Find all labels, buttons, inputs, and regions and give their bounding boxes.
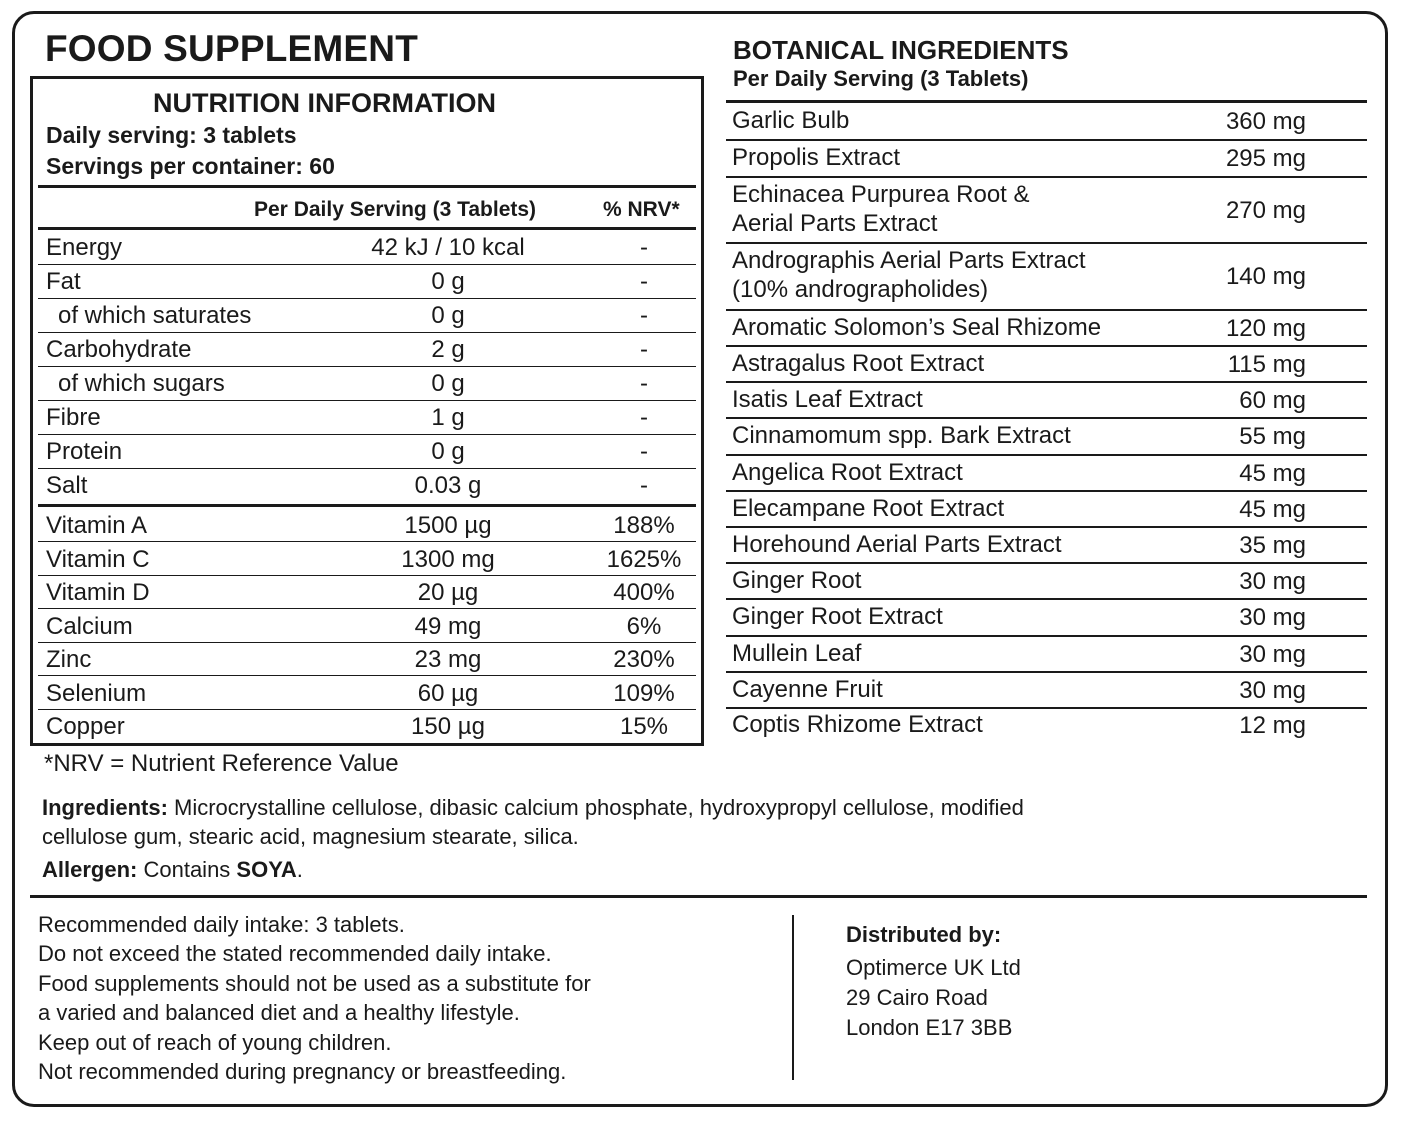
botanical-name — [732, 458, 963, 487]
nutrition-row — [38, 544, 696, 578]
row-divider — [38, 675, 696, 676]
botanical-name-line: (10% andrographolides) — [732, 276, 989, 303]
nutrient-name: Protein — [46, 438, 123, 465]
botanical-row-divider — [726, 309, 1367, 311]
footer-divider — [792, 915, 794, 1080]
botanical-row-divider — [726, 598, 1367, 600]
botanical-name — [732, 143, 900, 172]
botanical-name-line: Cayenne Fruit — [732, 676, 883, 703]
nutrient-name: of which sugars — [58, 370, 225, 397]
nutrient-value: 0.03 g — [414, 472, 482, 499]
servings-per-container: Servings per container: 60 — [46, 153, 335, 179]
daily-serving: Daily serving: 3 tablets — [46, 122, 297, 148]
page-title: FOOD SUPPLEMENT — [45, 28, 419, 69]
botanical-amount: 45 mg — [1239, 460, 1306, 487]
botanical-name — [732, 313, 1101, 342]
botanical-subtitle: Per Daily Serving (3 Tablets) — [733, 66, 1029, 91]
nutrient-value: 0 g — [431, 438, 465, 465]
botanical-name — [732, 675, 883, 704]
botanical-amount: 12 mg — [1239, 712, 1306, 739]
botanical-name-line: Angelica Root Extract — [732, 459, 963, 486]
row-divider — [38, 400, 696, 401]
botanical-name — [732, 710, 983, 739]
allergen-suffix: . — [296, 857, 303, 882]
nutrient-nrv: 1625% — [606, 546, 682, 573]
nutrient-nrv: - — [640, 302, 648, 329]
nutrient-name: Calcium — [46, 613, 133, 640]
nutrient-value: 60 µg — [417, 680, 479, 707]
botanical-name-line: Elecampane Root Extract — [732, 495, 1005, 522]
botanical-name-line: Andrographis Aerial Parts Extract — [732, 247, 1086, 274]
nutrient-nrv: - — [640, 268, 648, 295]
footer-notes — [38, 910, 591, 1086]
botanical-name-line: Isatis Leaf Extract — [732, 386, 923, 413]
nutrient-nrv: - — [640, 438, 648, 465]
botanical-name-line: Garlic Bulb — [732, 107, 850, 134]
botanical-row-divider — [726, 417, 1367, 419]
row-divider — [38, 642, 696, 643]
nutrient-nrv: 188% — [613, 512, 675, 539]
botanical-amount: 295 mg — [1225, 145, 1306, 172]
nutrient-value: 42 kJ / 10 kcal — [371, 234, 525, 261]
nutrient-nrv: 109% — [613, 680, 675, 707]
nutrient-value: 20 µg — [417, 579, 479, 606]
row-divider — [38, 575, 696, 576]
row-divider — [38, 298, 696, 299]
nutrient-name: Copper — [46, 713, 125, 740]
nutrient-name: Vitamin D — [46, 579, 150, 606]
botanical-name-line: Ginger Root Extract — [732, 603, 943, 630]
botanical-name-line: Astragalus Root Extract — [732, 350, 985, 377]
nutrition-table-top-rule — [38, 227, 696, 230]
botanical-row-divider — [726, 454, 1367, 456]
nutrient-name: Energy — [46, 234, 123, 261]
row-divider — [38, 608, 696, 609]
botanical-row-divider — [726, 100, 1367, 103]
botanical-row-divider — [726, 139, 1367, 141]
nutrient-nrv: - — [640, 336, 648, 363]
nutrient-value: 2 g — [431, 336, 465, 363]
botanical-name-line: Cinnamomum spp. Bark Extract — [732, 422, 1071, 449]
nutrient-nrv: 400% — [613, 579, 675, 606]
nutrition-row — [38, 300, 696, 334]
allergen-label: Allergen: — [42, 857, 138, 882]
nutrient-value: 23 mg — [414, 646, 482, 673]
row-divider — [38, 366, 696, 367]
nutrition-row — [38, 402, 696, 436]
footer-line: Food supplements should not be used as a substitute for — [38, 970, 591, 996]
botanical-amount: 30 mg — [1239, 641, 1306, 668]
nutrient-name: Fibre — [46, 404, 101, 431]
botanical-name-line: Coptis Rhizome Extract — [732, 711, 983, 738]
nutrient-value: 0 g — [431, 268, 465, 295]
botanical-amount: 120 mg — [1225, 315, 1306, 342]
botanical-amount: 360 mg — [1225, 108, 1306, 135]
nutrient-nrv: - — [640, 404, 648, 431]
row-divider — [38, 709, 696, 710]
botanical-name — [732, 421, 1071, 450]
botanical-amount: 270 mg — [1225, 197, 1306, 224]
nutrient-name: Zinc — [46, 646, 92, 673]
nutrient-nrv: - — [640, 472, 648, 499]
ingredients-list: Microcrystalline cellulose, dibasic calcium phosphate, hydroxypropyl cellulose, modified cellulose gum, stearic acid, magnesium stearate, silica. — [42, 795, 1024, 849]
footer-line: a varied and balanced diet and a healthy lifestyle. — [38, 1000, 520, 1026]
row-divider — [38, 264, 696, 265]
distributor-title: Distributed by: — [846, 922, 1002, 947]
nutrition-row — [38, 334, 696, 368]
row-divider — [38, 468, 696, 469]
nutrient-value: 0 g — [431, 302, 465, 329]
nutrition-row — [38, 711, 696, 745]
botanical-amount: 115 mg — [1227, 351, 1306, 378]
botanical-name — [732, 180, 1030, 238]
botanical-name — [732, 246, 1086, 304]
nutrition-row — [38, 577, 696, 611]
botanical-name-line: Mullein Leaf — [732, 640, 862, 667]
nutrient-nrv: 15% — [619, 713, 669, 740]
botanical-name — [732, 639, 861, 668]
row-divider — [38, 504, 696, 507]
botanical-row-divider — [726, 381, 1367, 383]
nutrient-nrv: - — [640, 370, 648, 397]
footer-line: Do not exceed the stated recommended daily intake. — [38, 941, 552, 967]
botanical-name — [732, 106, 849, 135]
botanical-row-divider — [726, 635, 1367, 637]
botanical-name-line: Aromatic Solomon’s Seal Rhizome — [732, 314, 1102, 341]
nutrition-row — [38, 510, 696, 544]
ingredients-text — [42, 793, 1062, 851]
allergen-highlight: SOYA — [236, 857, 297, 882]
botanical-name-line: Aerial Parts Extract — [732, 210, 938, 237]
botanical-row-divider — [726, 490, 1367, 492]
nutrient-nrv: - — [640, 234, 648, 261]
nrv-note: *NRV = Nutrient Reference Value — [44, 750, 399, 777]
row-divider — [38, 332, 696, 333]
ingredients-label: Ingredients: — [42, 795, 168, 820]
botanical-name-line: Propolis Extract — [732, 144, 901, 171]
distributor-name: Optimerce UK Ltd — [846, 955, 1021, 980]
botanical-row-divider — [726, 242, 1367, 244]
nutrient-name: Vitamin A — [46, 512, 147, 539]
nutrient-name: Salt — [46, 472, 88, 499]
nutrient-nrv: 6% — [626, 613, 662, 640]
botanical-name — [732, 385, 923, 414]
botanical-amount: 30 mg — [1239, 677, 1306, 704]
botanical-title: BOTANICAL INGREDIENTS — [733, 35, 1069, 65]
nutrition-header-rule — [38, 185, 696, 188]
nutrient-name: Vitamin C — [46, 546, 150, 573]
nutrition-row — [38, 611, 696, 645]
nutrition-row — [38, 644, 696, 678]
botanical-amount: 30 mg — [1239, 604, 1306, 631]
nutrition-row — [38, 678, 696, 712]
botanical-name-line: Ginger Root — [732, 567, 862, 594]
botanical-amount: 45 mg — [1239, 496, 1306, 523]
distributor-street: 29 Cairo Road — [846, 985, 988, 1010]
botanical-row-divider — [726, 345, 1367, 347]
botanical-row-divider — [726, 526, 1367, 528]
botanical-amount: 30 mg — [1239, 568, 1306, 595]
botanical-row-divider — [726, 562, 1367, 564]
nutrition-row — [38, 436, 696, 470]
allergen-prefix: Contains — [137, 857, 237, 882]
footer-line: Recommended daily intake: 3 tablets. — [38, 912, 405, 937]
nutrient-name: of which saturates — [58, 302, 252, 329]
botanical-amount: 60 mg — [1239, 387, 1306, 414]
col-nrv: % NRV* — [603, 198, 680, 221]
nutrient-value: 1500 µg — [404, 512, 492, 539]
botanical-name — [732, 494, 1004, 523]
footer-rule — [30, 895, 1367, 898]
botanical-name-line: Horehound Aerial Parts Extract — [732, 531, 1062, 558]
nutrition-row — [38, 232, 696, 266]
footer-line: Keep out of reach of young children. — [38, 1029, 392, 1055]
footer-line: Not recommended during pregnancy or breastfeeding. — [38, 1059, 567, 1085]
nutrient-name: Carbohydrate — [46, 336, 192, 363]
botanical-name — [732, 566, 861, 595]
row-divider — [38, 541, 696, 542]
botanical-name — [732, 530, 1062, 559]
botanical-name — [732, 349, 984, 378]
botanical-row-divider — [726, 707, 1367, 709]
nutrient-value: 0 g — [431, 370, 465, 397]
nutrient-nrv: 230% — [613, 646, 675, 673]
nutrient-value: 49 mg — [414, 613, 482, 640]
nutrition-heading: NUTRITION INFORMATION — [153, 88, 496, 118]
nutrient-name: Fat — [46, 268, 81, 295]
botanical-amount: 35 mg — [1239, 532, 1306, 559]
nutrient-value: 150 µg — [411, 713, 485, 740]
nutrition-row — [38, 470, 696, 504]
botanical-amount: 140 mg — [1225, 263, 1306, 290]
nutrition-row — [38, 368, 696, 402]
botanical-name-line: Echinacea Purpurea Root & — [732, 181, 1030, 208]
botanical-name — [732, 602, 943, 631]
botanical-row-divider — [726, 176, 1367, 178]
nutrient-name: Selenium — [46, 680, 147, 707]
col-per-serving: Per Daily Serving (3 Tablets) — [254, 198, 537, 221]
allergen-text — [42, 857, 303, 883]
nutrition-row — [38, 266, 696, 300]
botanical-amount: 55 mg — [1239, 423, 1306, 450]
nutrient-value: 1300 mg — [401, 546, 495, 573]
botanical-row-divider — [726, 671, 1367, 673]
distributor-city: London E17 3BB — [846, 1015, 1013, 1040]
nutrient-value: 1 g — [431, 404, 465, 431]
row-divider — [38, 434, 696, 435]
